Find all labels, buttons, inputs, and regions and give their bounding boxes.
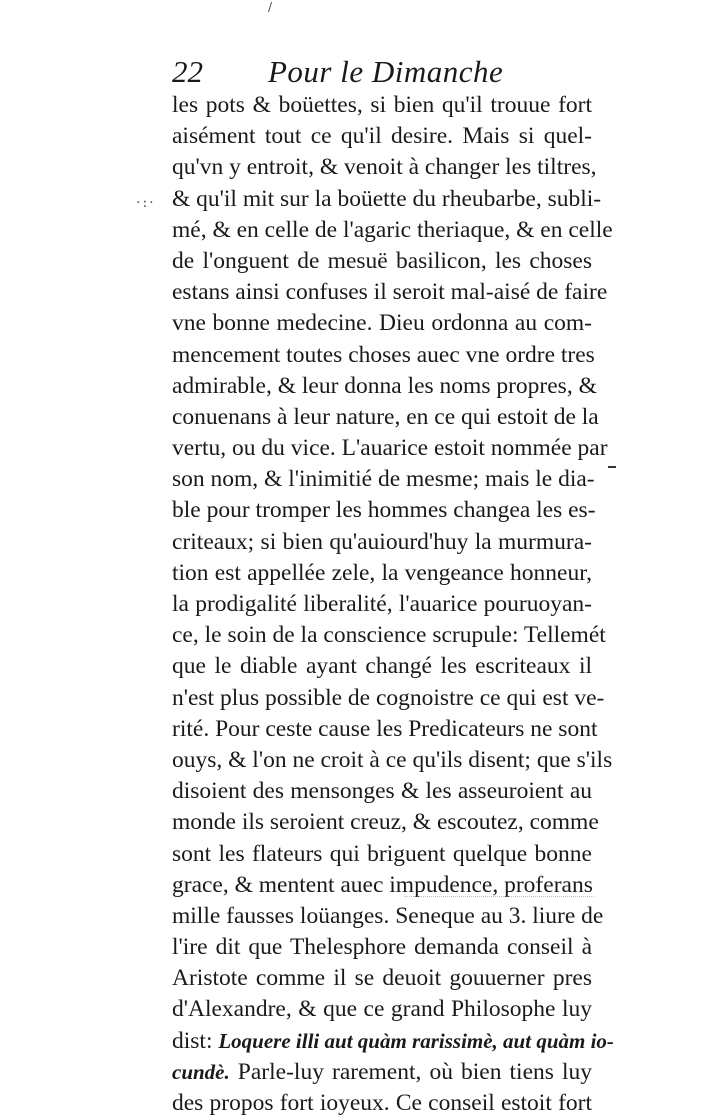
bottom-edge-mark — [404, 896, 594, 905]
latin-quote-text: Loquere illi aut quàm rarissimè, aut quàm io- — [218, 1028, 614, 1053]
text-line: les pots & boüettes, si bien qu'il trouue fort — [172, 92, 592, 118]
margin-mark-right — [608, 466, 616, 468]
text-line: ouys, & l'on ne croit à ce qu'ils disent; que s'ils — [172, 746, 613, 773]
text-line: disoient des mensonges & les asseuroient au — [172, 778, 592, 805]
text-line: de l'onguent de mesuë basilicon, les choses — [172, 247, 592, 274]
text-line: estans ainsi confuses il seroit mal-aisé de faire — [172, 279, 608, 306]
top-edge-mark: / — [268, 0, 273, 14]
text-line: monde ils seroient creuz, & escoutez, comme — [172, 809, 599, 836]
text-line: Aristote comme il se deuoit gouuerner pres — [172, 965, 592, 992]
page-number: 22 — [172, 54, 203, 89]
latin-line-prefix: dist: — [172, 1027, 219, 1054]
text-line: mille fausses loüanges. Seneque au 3. liure de — [172, 902, 604, 929]
text-line-final: des propos fort ioyeux. Ce conseil estoit fort — [172, 1090, 592, 1116]
text-line: conuenans à leur nature, en ce qui estoit de la — [172, 403, 599, 430]
latin-quote-line-1 — [172, 1026, 614, 1057]
text-line: vne bonne medecine. Dieu ordonna au com- — [172, 310, 592, 337]
text-line: mencement toutes choses auec vne ordre tres — [172, 341, 595, 368]
text-line: d'Alexandre, & que ce grand Philosophe luy — [172, 996, 592, 1023]
text-line: que le diable ayant changé les escriteaux il — [172, 653, 592, 680]
text-line: l'ire dit que Thelesphore demanda conseil à — [172, 934, 592, 961]
body-text — [172, 90, 614, 1119]
text-line: qu'vn y entroit, & venoit à changer les tiltres, — [172, 154, 597, 181]
text-line: mé, & en celle de l'agaric theriaque, & en celle — [172, 216, 613, 243]
text-line: tion est appellée zele, la vengeance honneur, — [172, 559, 592, 586]
text-line: ble pour tromper les hommes changea les es- — [172, 497, 596, 524]
translation-text: Parle-luy rarement, où bien tiens luy — [229, 1058, 592, 1085]
text-line: rité. Pour ceste cause les Predicateurs ne sont — [172, 715, 598, 742]
text-line: n'est plus possible de cognoistre ce qui est ve- — [172, 684, 605, 711]
text-line: & qu'il mit sur la boüette du rheubarbe, subli- — [172, 185, 602, 212]
text-line: son nom, & l'inimitié de mesme; mais le dia- — [172, 466, 595, 493]
margin-marks-left: ·:· — [136, 195, 156, 211]
latin-quote-line-2 — [172, 1057, 592, 1088]
latin-quote-end: cundè. — [172, 1059, 230, 1084]
text-line: aisément tout ce qu'il desire. Mais si quel- — [172, 123, 592, 150]
text-line: criteaux; si bien qu'auiourd'huy la murmura- — [172, 528, 592, 555]
text-line: vertu, ou du vice. L'auarice estoit nommée par — [172, 435, 608, 462]
text-line: sont les flateurs qui briguent quelque bonne — [172, 840, 592, 867]
text-line: admirable, & leur donna les noms propres, & — [172, 372, 597, 399]
text-line: ce, le soin de la conscience scrupule: Tellemét — [172, 622, 606, 649]
text-line: la prodigalité liberalité, l'auarice pouruoyan- — [172, 591, 592, 617]
text-line: grace, & mentent auec impudence, proferans — [172, 871, 593, 898]
running-title: Pour le Dimanche — [268, 54, 504, 89]
running-head — [172, 52, 602, 92]
